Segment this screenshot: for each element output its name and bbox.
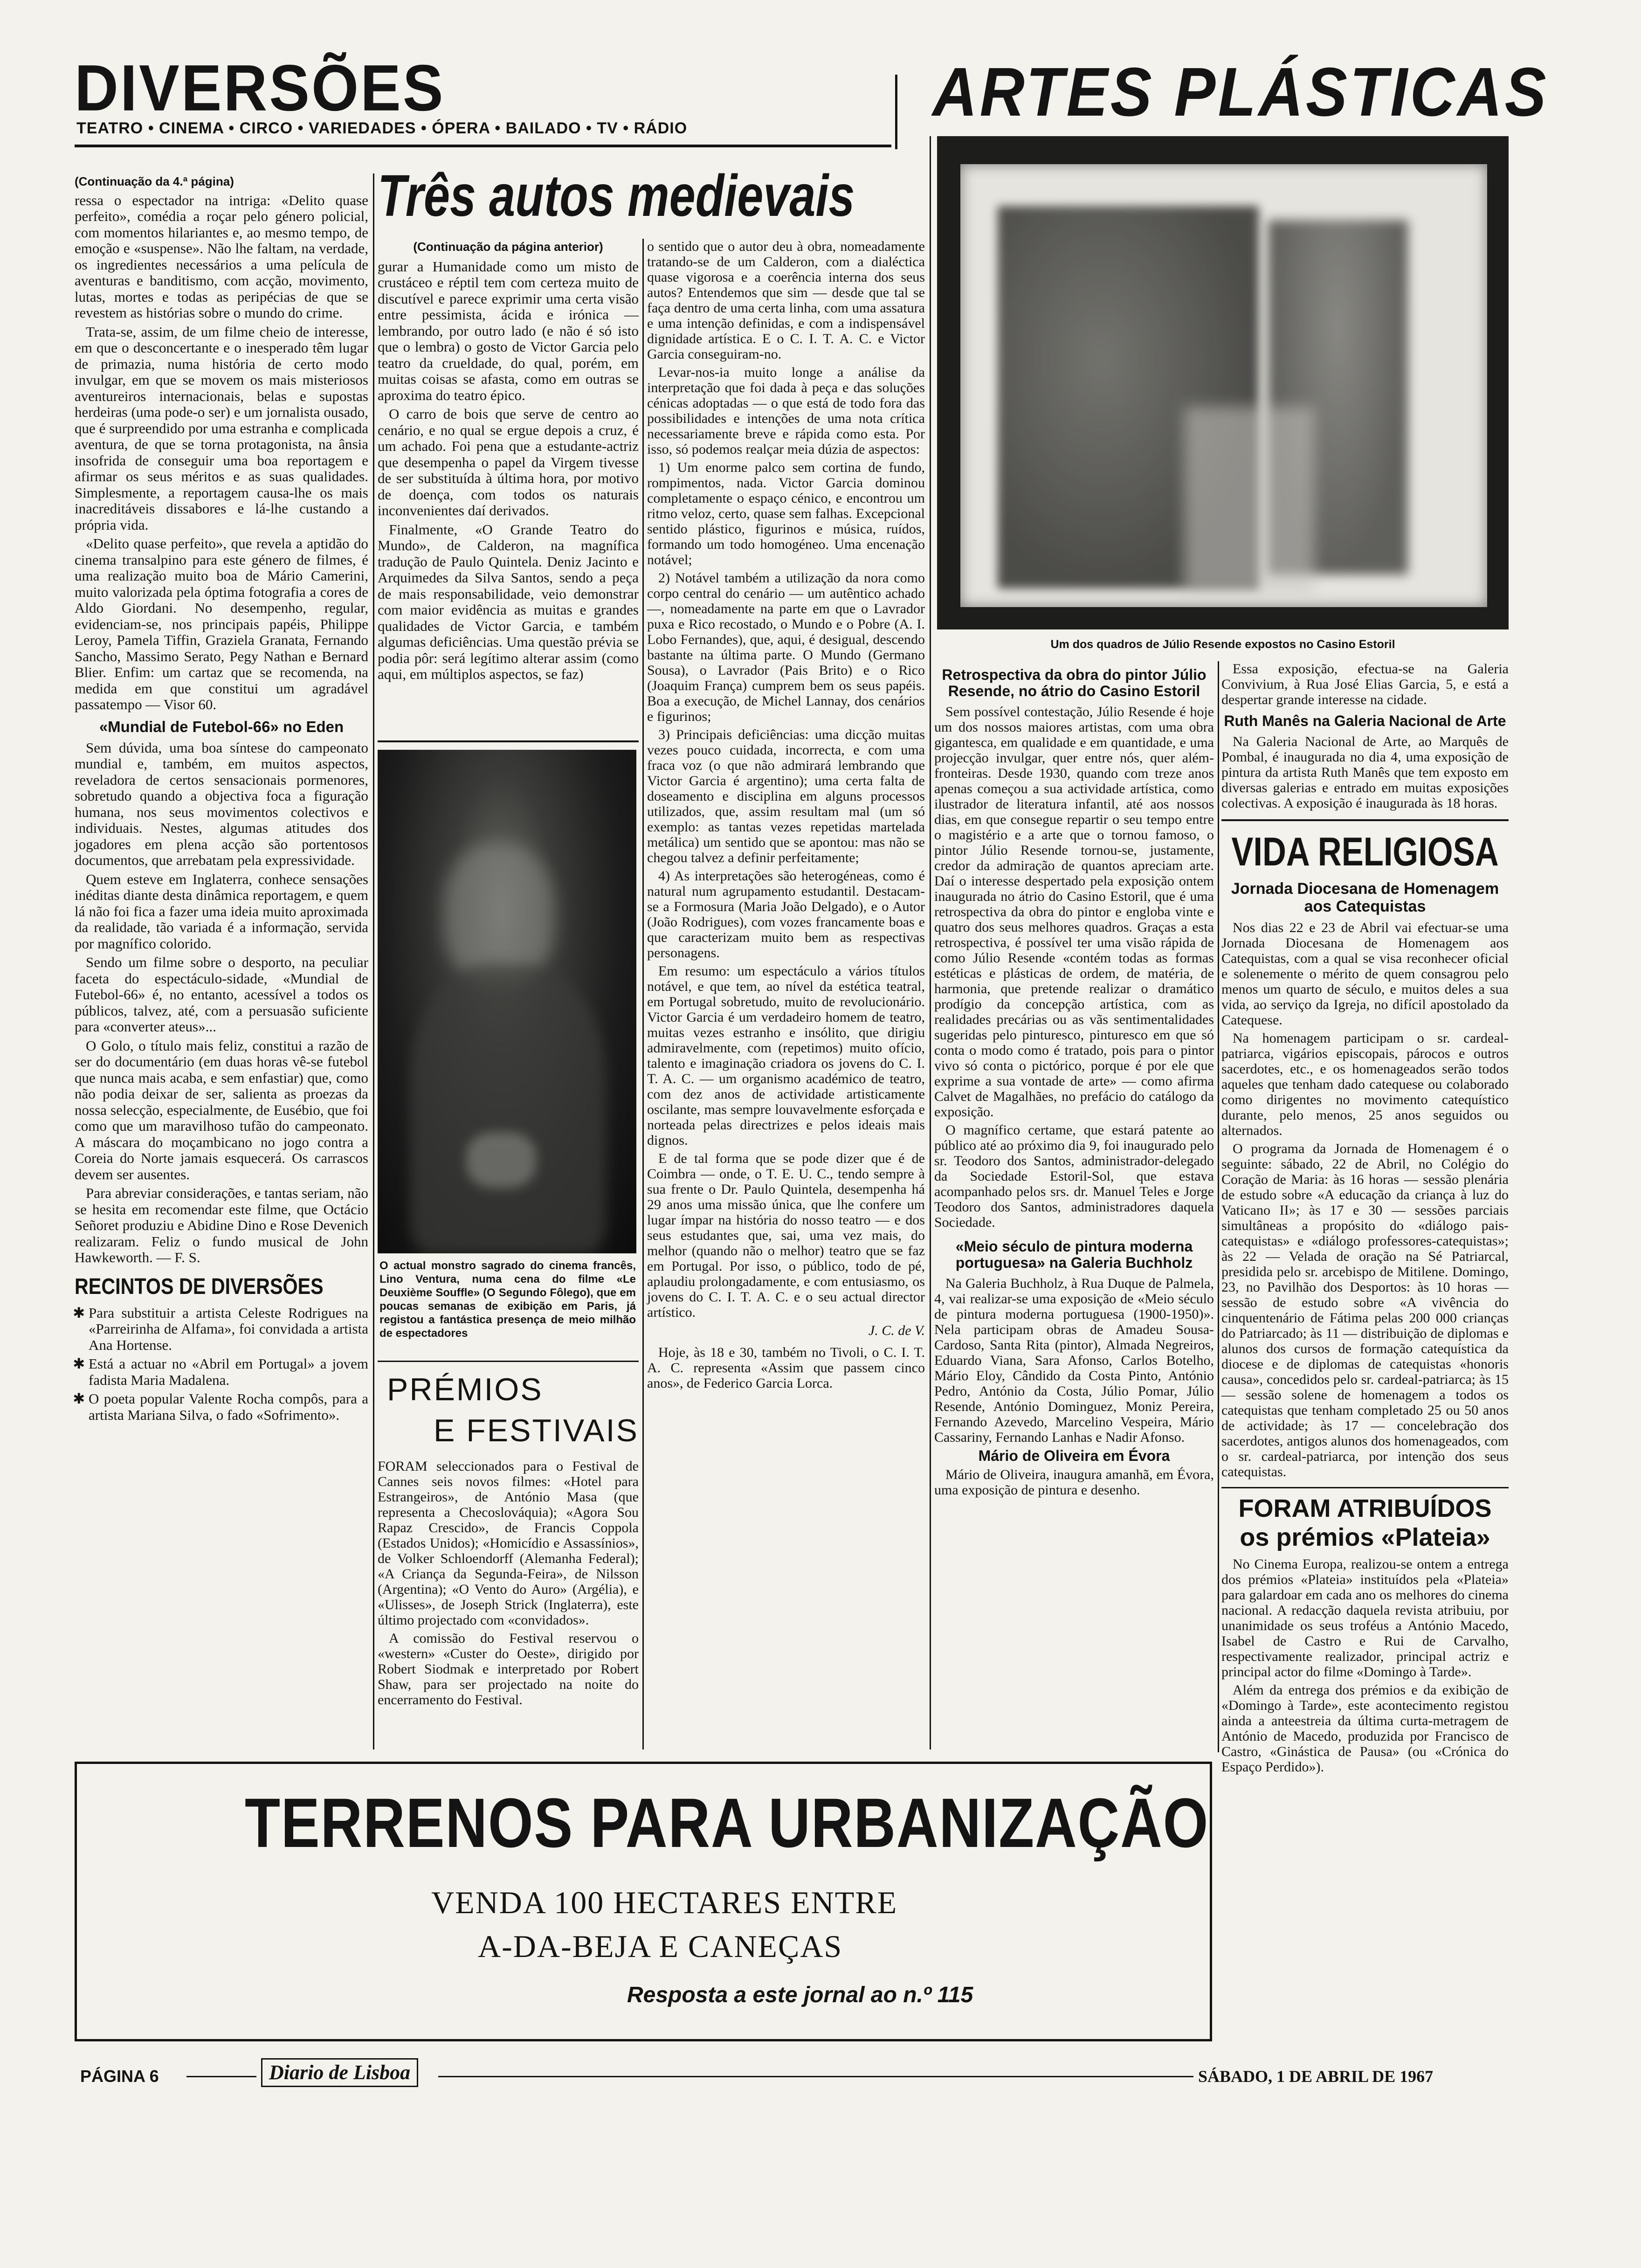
paragraph: Na homenagem participam o sr. cardeal-patriarca, vigários episcopais, párocos e outros sacerdotes, etc., e os homenageados serão todos aqueles que tenham dado catequese ou colaborado como dirigentes no movimento catequístico durante, pelo menos, 25 anos seguidos ou alternados. [1221,1030,1509,1138]
column-rule [930,136,931,1749]
painting-shape [1184,407,1315,593]
continuation-note: (Continuação da 4.ª página) [75,174,234,188]
paragraph: No Cinema Europa, realizou-se ontem a entrega dos prémios «Plateia» instituídos pela «Plateia» para galardoar em cada ano os melhores do cinema nacional. A redacção daquela revista atribuiu, por unanimidade os seus troféus a António Macedo, Isabel de Castro e Rui de Carvalho, respectivamente realizador, principal actriz e principal actor do filme «Domingo à Tarde». [1221,1556,1509,1680]
foram-atribuidos-title: FORAM ATRIBUÍDOS os prémios «Plateia» [1238,1494,1492,1551]
paragraph: Sem possível contestação, Júlio Resende é hoje um dos nossos maiores artistas, com uma obra gigantesca, em qualidade e em quantidade, e uma projecção invulgar, quer entre nós, quer além-fronteiras. Desde 1930, quando com treze anos apenas começou a sua actividade artística, como ilustrador de literatura infantil, até aos nossos dias, em que consegue repartir o seu tempo entre o magistério e a arte que o tornou famoso, o pintor Júlio Resende tornou-se, justamente, credor da admiração de quantos apreciam arte. Daí o interesse despertado pela exposição ontem inaugurada no átrio do Casino Estoril, que é uma retrospectiva da obra do pintor e engloba vinte e quatro dos seus melhores quadros. Graças a esta retrospectiva, é possível ter uma visão rápida de como Júlio Resende «contém todas as formas estéticas e plásticas de ordem, de matéria, de harmonia, que pretende realizar o dramático prodígio da concepção artística, com as realidades precárias ou as vãs sentimentalidades sugeridas pelo pinturesco, pinturesco em que só conta o modo como é tratado, pois para o pintor vivo só conta o pictórico, porque é por ele que exprime a sua vontade de arte» — como afirma Calvet de Magalhães, no prefácio do catálogo da exposição. [934,704,1214,1120]
painting-frame [960,164,1487,607]
publication-date: SÁBADO, 1 DE ABRIL DE 1967 [1198,2067,1434,2086]
list-item: ✱ Para substituir a artista Celeste Rodrigues na «Parreirinha de Alfama», foi convidada a artista Ana Hortense. [89,1305,368,1354]
article-heading: Mário de Oliveira em Évora [978,1447,1170,1464]
paragraph: 1) Um enorme palco sem cortina de fundo, rompimentos, nada. Victor Garcia dominou completamente o espaço cénico, e encontrou um ritmo veloz, certo, quase sem falhas. Excepcional sentido plástico, figurinos e música, ruídos, formando um todo homogéneo. Uma encenação notável; [647,460,925,567]
column-rule [373,173,374,1749]
column-rule [642,239,644,1749]
paragraph: Na Galeria Buchholz, à Rua Duque de Palmela, 4, vai realizar-se uma exposição de «Meio século de pintura moderna portuguesa (1900-1950)». Nela participam obras de Amadeu Sousa-Cardoso, Santa Rita (pintor), Almada Negreiros, Eduardo Viana, Sara Afonso, Carlos Botelho, Mário Eloy, Cândido da Costa Pinto, António Pedro, António da Costa, Júlio Pomar, Júlio Resende, António Dominguez, Moniz Pereira, Fernando Azevedo, Marcelino Vespeira, Mário Cassariny, Fernando Lanhas e Nadir Afonso. [934,1276,1214,1445]
paragraph: Sendo um filme sobre o desporto, na peculiar faceta do espectáculo-sidade, «Mundial de Futebol-66» é, no entanto, acessível a todos os públicos, talvez, até, com a persuasão suficiente para «converter ateus»... [75,954,368,1035]
newspaper-logo: Diario de Lisboa [261,2058,418,2087]
ad-line-2: A-DA-BEJA E CANEÇAS [478,1929,843,1964]
paragraph: Nos dias 22 e 23 de Abril vai efectuar-se uma Jornada Diocesana de Homenagem aos Catequistas, com a qual se visa reconhecer oficial e solenemente o mérito de quem consagrou pelo menos um quarto de século, e muitos deles a sua vida, ao serviço da Igreja, no difícil apostolado da Catequese. [1221,920,1509,1028]
section-categories: TEATRO • CINEMA • CIRCO • VARIEDADES • ÓPERA • BAILADO • TV • RÁDIO [76,119,688,137]
photo-rule [378,740,639,742]
section-title-artes-plasticas: ARTES PLÁSTICAS [932,54,1549,131]
photo-lino-ventura [378,750,636,1253]
paragraph: 3) Principais deficiências: uma dicção muitas vezes pouco cuidada, incorrecta, e com uma fraca voz (o que não admirará lembrando que Victor Garcia é argentino); uma certa falta de doseamento e disciplina em alguns processos utilizados, que, assim resultam mal (um só exemplo: as tantas vezes repetidas martelada metálica) um sentido que se apontou: mas não se chegou talvez a definir perfeitamente; [647,727,925,865]
recintos-list [75,1305,368,1424]
paragraph: Essa exposição, efectua-se na Galeria Convivium, à Rua José Elias Garcia, 5, e está a despertar grande interesse na cidade. [1221,661,1509,707]
paragraph: ressa o espectador na intriga: «Delito quase perfeito», comédia a roçar pelo género policial, com momentos hilariantes e, ao mesmo tempo, de emoção e «suspense». Não lhe faltam, na verdade, os ingredientes necessários a uma película de aventuras e banditismo, com acção, movimento, lutas, mortes e todas as peripécias de que se revestem as histórias sobre o mundo do crime. [75,192,368,321]
painting-caption: Um dos quadros de Júlio Resende expostos no Casino Estoril [1050,638,1395,651]
photo-caption: O actual monstro sagrado do cinema francês, Lino Ventura, numa cena do filme «Le Deuxième Souffle» (O Segundo Fôlego), que em poucas semanas de exibição em Paris, já registou a fantástica presença de meio milhão de espectadores [379,1259,636,1340]
paragraph: Para abreviar considerações, e tantas seriam, não se hesita em recomendar este filme, que Octácio Señoret produziu e Abidine Dino e Rose Devenich realizaram. Feliz o fundo musical de John Hawkeworth. — F. S. [75,1185,368,1265]
column-3 [647,239,925,1394]
paragraph: O Golo, o título mais feliz, constitui a razão de ser do documentário (em duas horas vê-se futebol que nunca mais acaba, e sem enfastiar) que, como não podia deixar de ser, salienta as proezas da nossa selecção, especialmente, de Eusébio, que foi como que um maravilhoso tufão do campeonato. A máscara do moçambicano no jogo contra a Coreia do Norte jamais esquecerá. Os carrascos devem ser ausentes. [75,1037,368,1182]
paragraph: Em resumo: um espectáculo a vários títulos notável, e que tem, ao nível da estética teatral, em Portugal sobretudo, muito de revolucionário. Victor Garcia é um verdadeiro homem de teatro, muitas vezes estranho e insólito, que dirigiu admiravelmente, com (repetimos) muito ofício, talento e imaginação criadora os jovens do C. I. T. A. C. — um organismo académico de teatro, com dez anos de actividade artisticamente oscilante, mas sempre louvavelmente esforçada e norteada pelas directrizes e pelos ideais mais dignos. [647,963,925,1148]
festivais-title: E FESTIVAIS [434,1413,639,1448]
painting-julio-resende [937,136,1509,629]
article-heading: Retrospectiva da obra do pintor Júlio Resende, no átrio do Casino Estoril [942,666,1207,699]
paragraph: O programa da Jornada de Homenagem é o seguinte: sábado, 22 de Abril, no Colégio do Coração de Maria: às 16 horas — sessão plenária de estudo sobre «A educação da criança à luz do Vaticano II»; às 17 e 30 — sessões parciais simultâneas a propósito do «diálogo pais-catequistas» e «diálogo professores-catequistas»; às 22 — Velada de oração na Sé Patriarcal, presidida pelo sr. arcebispo de Mitilene. Domingo, 23, no Pavilhão dos Desportos: às 10 horas — sessão de estudo sobre «A vivência do cinquentenário de Fátima pelas 200 000 crianças do Patriarcado; às 11 — distribuição de diplomas e alunos dos cursos de formação catequística da diocese e de diplomas de catequistas «honoris causa», concedidos pelo sr. cardeal-patriarca; às 15 — sessão solene de homenagem a todos os catequistas que tenham completado 25 ou 50 anos de actividade; às 17 — concelebração dos sacerdotes, antigos alunos dos homenageados, com o sr. cardeal-patriarca, por intenção dos seus catequistas. [1221,1141,1509,1480]
advertisement-box [75,1762,1212,2041]
photo-figure [443,843,555,983]
paragraph: 4) As interpretações são heterogéneas, como é natural num agrupamento estudantil. Destacam-se a Formosura (Maria João Delgado), e o Autor (João Rodrigues), com vozes francamente boas e que caracterizam muito bem as respectivas personagens. [647,868,925,961]
column-rule [1218,661,1219,1752]
paragraph: Levar-nos-ia muito longe a análise da interpretação que foi dada à peça e das soluções cénicas adoptadas — o que está de todo fora das possibilidades e intenções de uma nota crítica necessariamente breve e rápida como esta. Por isso, só podemos realçar meia dúzia de aspectos: [647,365,925,457]
ad-title: TERRENOS PARA URBANIZAÇÃO [245,1784,1209,1862]
ad-response: Resposta a este jornal ao n.º 115 [627,1983,973,2007]
section-rule [378,1361,639,1362]
header-rule [75,145,891,147]
paragraph: A comissão do Festival reservou o «western» «Custer do Oeste», dirigido por Robert Siodmak e interpretado por Robert Shaw, para ser projectado na noite do encerramento do Festival. [378,1631,639,1708]
photo-figure [466,1132,536,1188]
column-4 [934,661,1214,1500]
list-item: ✱ O poeta popular Valente Rocha compôs, para a artista Mariana Silva, o fado «Sofrimento». [89,1391,368,1423]
paragraph: Quem esteve em Inglaterra, conhece sensações inéditas diante desta dinâmica reportagem, e quem lá não foi fica a fazer uma ideia muito aproximada da realidade, tão variada é a informação, servida por magnífico colorido. [75,871,368,952]
paragraph: Sem dúvida, uma boa síntese do campeonato mundial e, também, em muitos aspectos, reveladora de certos sensacionais pormenores, sobretudo quando a objectiva foca a figuração humana, nos seus movimentos colectivos e individuais. Nestes, algumas atitudes dos jogadores em plena acção são portentosos documentos, que arrebatam pela expressividade. [75,739,368,868]
paragraph: «Delito quase perfeito», que revela a aptidão do cinema transalpino para este género de filmes, é uma realização muito boa de Mário Camerini, muito valorizada pela óptima fotografia a cores de Aldo Giordani. No desempenho, regular, evidenciam-se, nos principais papéis, Philippe Leroy, Pamela Tiffin, Graziela Granata, Fernando Sancho, Massimo Serato, Pegy Nathan e Bernard Blier. Enfim: um cartaz que se recomenda, na medida em que constitui um agradável passatempo — Visor 60. [75,535,368,712]
article-heading: Jornada Diocesana de Homenagem aos Catequistas [1231,880,1499,915]
paragraph: gurar a Humanidade como um misto de crustáceo e réptil tem com certeza muito de discutível e parece exprimir uma certa visão entre pessimista, ácida e irónica — lembrando, por outro lado (e não é só isto que o lembra) o gosto de Victor Garcia pelo teatro da crueldade, do qual, porém, em muitas coisas se afasta, como em outras se aproxima do teatro épico. [378,258,639,403]
paragraph: o sentido que o autor deu à obra, nomeadamente tratando-se de um Calderon, com a dialéctica quase vigorosa e a coerência interna dos seus autos? Entendemos que sim — desde que tal se faça dentro de uma certa linha, com uma assatura e uma intenção definidas, e com a indispensável dignidade artística. E o C. I. T. A. C. e Victor Garcia conseguiram-no. [647,239,925,362]
list-item: ✱ Está a actuar no «Abril em Portugal» a jovem fadista Maria Madalena. [89,1356,368,1388]
paragraph: FORAM seleccionados para o Festival de Cannes seis novos filmes: «Hotel para Estrangeiros», de António Masa (que representa a Checoslováquia); «Agora Sou Rapaz Crescido», de Francis Coppola (Estados Unidos); «Homicídio e Assassínios», de Volker Schloendorff (Alemanha Federal); «A Criança da Segunda-Feira», de Nilsson (Argentina); «O Vento do Auro» (Argélia), e «Ulisses», de Joseph Strick (Inglaterra), este último projectado com «convidados». [378,1459,639,1628]
article-heading: «Mundial de Futebol-66» no Eden [99,718,344,735]
column-2 [378,239,639,685]
section-title-diversoes: DIVERSÕES [75,51,445,125]
premios-title: PRÉMIOS [387,1372,543,1407]
ad-line-1: VENDA 100 HECTARES ENTRE [431,1885,898,1920]
footer-rule [186,2076,256,2077]
signature: J. C. de V. [868,1323,925,1338]
paragraph: 2) Notável também a utilização da nora como corpo central do cenário — um autêntico achado —, nomeadamente na parte em que o Lavrador puxa e Rico recostado, o Mundo e o Pobre (A. I. Lobo Fernandes), que, aqui, é desigual, descendo bastante na última parte. O Mundo (Germano Sousa), o Lavrador (Pais Brito) e o Rico (Joaquim França) cumprem bem os seus papéis. Boa a execução, de Michel Lannay, dos cenários e figurinos; [647,570,925,724]
paragraph: Na Galeria Nacional de Arte, ao Marquês de Pombal, é inaugurada no dia 4, uma exposição de pintura da artista Ruth Manês que tem exposto em diversas galerias e entrado em muitas exposições colectivas. A exposição é inaugurada às 18 horas. [1221,734,1509,811]
paragraph: Hoje, às 18 e 30, também no Tivoli, o C. I. T. A. C. representa «Assim que passem cinco anos», de Federico Garcia Lorca. [647,1345,925,1391]
paragraph: Mário de Oliveira, inaugura amanhã, em Évora, uma exposição de pintura e desenho. [934,1467,1214,1498]
paragraph: Além da entrega dos prémios e da exibição de «Domingo à Tarde», este acontecimento registou ainda a anteestreia da última curta-metragem de António de Macedo, produzida por Francisco de Castro, «Ginástica de Pausa» (ou «Crónica do Espaço Perdido»). [1221,1682,1509,1775]
footer-rule [438,2076,1193,2077]
paragraph: O carro de bois que serve de centro ao cenário, e no qual se ergue depois a cruz, é um achado. Foi pena que a estudante-actriz que desempenha o papel da Virgem tivesse de ser substituída à última hora, por motivo de doença, com todos os naturais inconvenientes daí derivados. [378,406,639,519]
article-heading: Ruth Manês na Galeria Nacional de Arte [1224,712,1506,729]
photo-figure [410,964,606,1253]
premios-text [378,1459,639,1710]
paragraph: E de tal forma que se pode dizer que é de Coimbra — onde, o T. E. U. C., tendo sempre à sua frente o Dr. Paulo Quintela, desempenha há 29 anos uma missão única, que lhe confere um lugar ímpar na história do nosso teatro — e dos seus estudantes que, sai, uma vez mais, do melhor (quando não o melhor) teatro que se faz em Portugal. Por isso, o público, todo de pé, aplaudiu prolongadamente, e com entusiasmo, os jovens do C. I. T. A. C. e o seu actual director artístico. [647,1151,925,1320]
section-rule [1221,819,1509,821]
article-headline-autos: Três autos medievais [378,163,855,228]
article-heading: «Meio século de pintura moderna portuguesa» na Galeria Buchholz [955,1238,1193,1271]
continuation-note: (Continuação da página anterior) [413,240,603,254]
page-number: PÁGINA 6 [80,2067,159,2086]
column-5 [1221,661,1509,1777]
column-1 [75,173,368,1426]
paragraph: Finalmente, «O Grande Teatro do Mundo», de Calderon, na magnífica tradução de Paulo Quintela. Deniz Jacinto e Arquimedes da Silva Santos, sendo a peça de mais responsabilidade, veio demonstrar com maior evidência as muitas e grandes qualidades de Victor Garcia, e também algumas deficiências. Uma questão prévia se podia pôr: será legítimo alterar assim (como aqui, em múltiplos aspectos, se faz) [378,521,639,682]
header-divider [895,75,897,149]
vida-religiosa-title: VIDA RELIGIOSA [1231,830,1499,874]
recintos-title: RECINTOS DE DIVERSÕES [75,1274,324,1299]
paragraph: O magnífico certame, que estará patente ao público até ao próximo dia 9, foi inaugurado pelo sr. Teodoro dos Santos, administrador-delegado da Sociedade Estoril-Sol, que estava acompanhado pelos srs. dr. Manuel Teles e Jorge Teodoro dos Santos, administradores daquela Sociedade. [934,1122,1214,1230]
paragraph: Trata-se, assim, de um filme cheio de interesse, em que o desconcertante e o inesperado têm lugar de primazia, numa história de certo modo invulgar, em que se movem os mais misteriosos aventureiros internacionais, belas e supostas herdeiras (uma pode-o ser) e um jornalista ousado, que é surpreendido por uma estranha e complicada aventura, de que se torna protagonista, na ânsia insofrida de conseguir uma boa reportagem e afirmar os seus méritos e as suas qualidades. Simplesmente, a reportagem causa-lhe os mais inacreditáveis dissabores e lá-lhe custando a própria vida. [75,323,368,533]
section-rule [1221,1487,1509,1488]
